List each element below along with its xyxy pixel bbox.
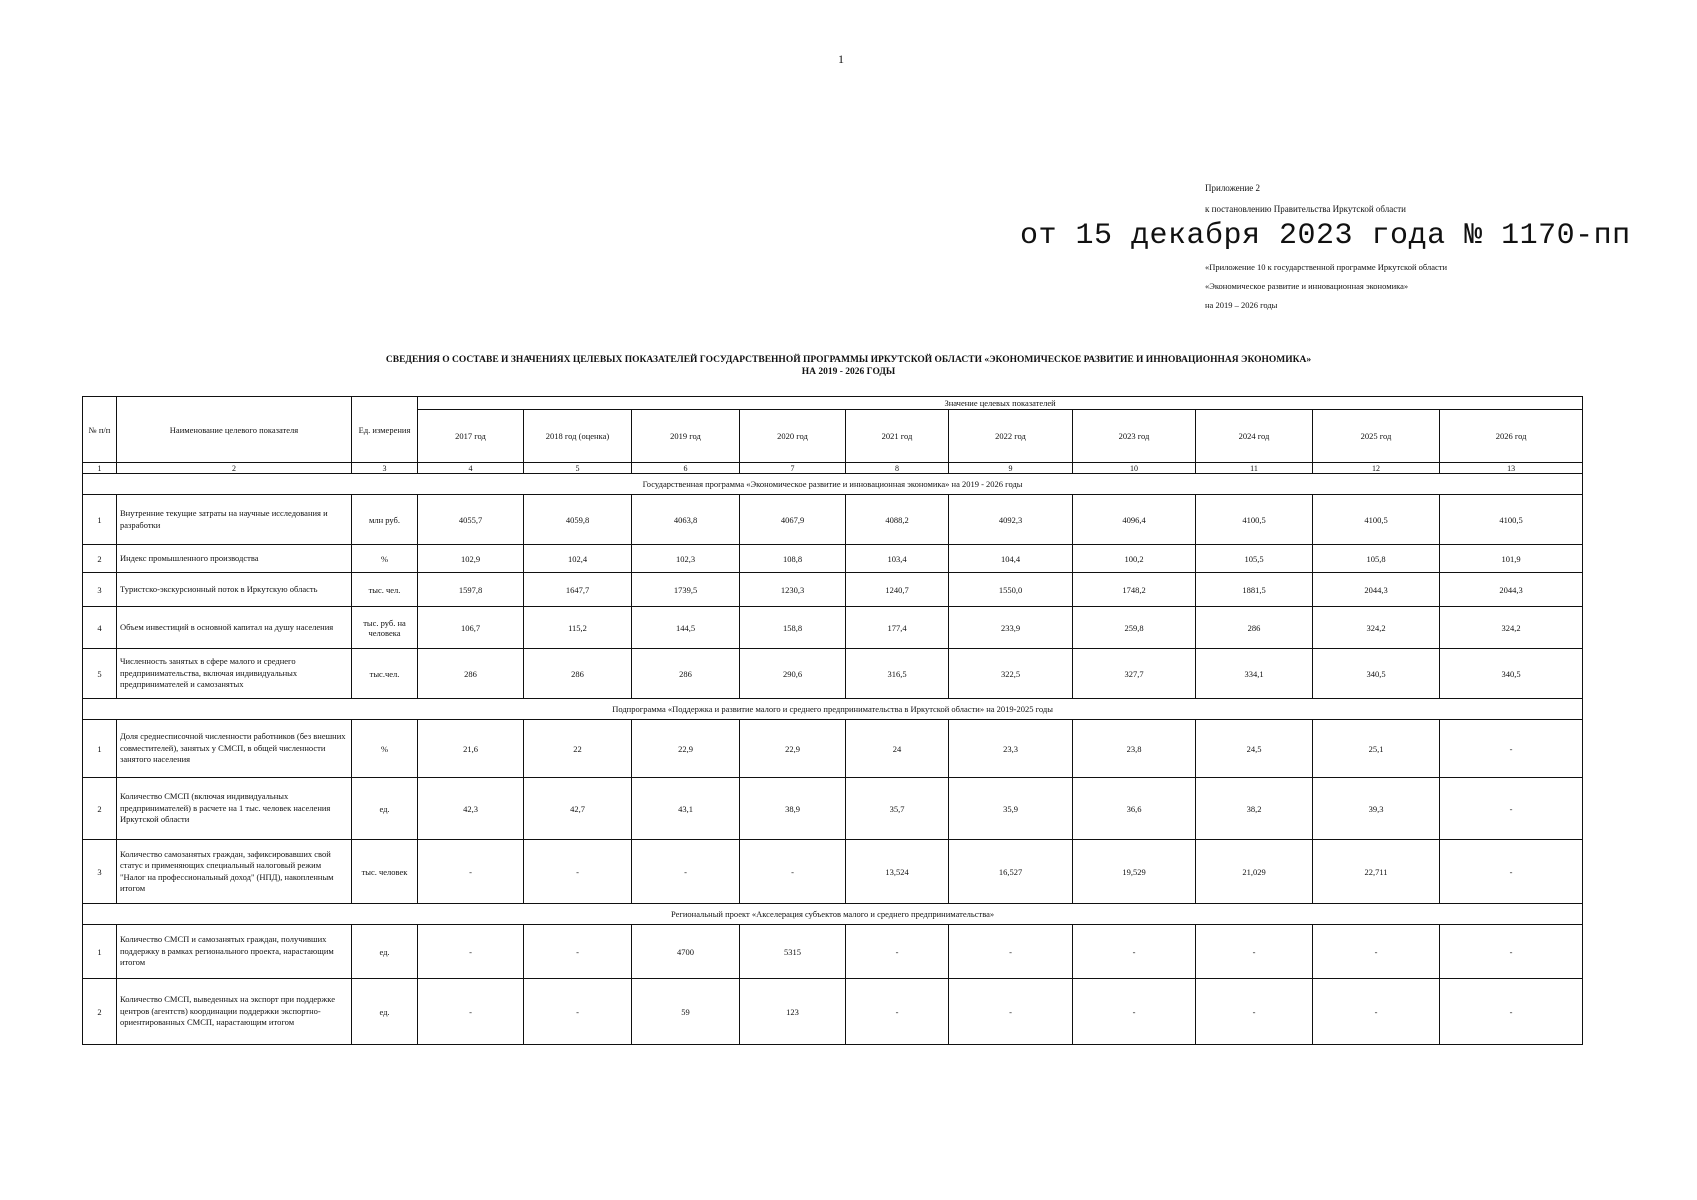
annex-reference xyxy=(1205,262,1447,319)
value-cell: 22,711 xyxy=(1313,840,1440,904)
column-number: 2 xyxy=(117,463,352,474)
value-cell: 36,6 xyxy=(1073,778,1196,840)
value-cell: 1230,3 xyxy=(740,573,846,607)
column-number: 5 xyxy=(524,463,632,474)
header-year: 2025 год xyxy=(1313,410,1440,463)
value-cell: 106,7 xyxy=(418,607,524,649)
section-title: Региональный проект «Акселерация субъектов малого и среднего предпринимательства» xyxy=(83,904,1583,925)
value-cell: 24 xyxy=(846,720,949,778)
indicator-name: Внутренние текущие затраты на научные исследования и разработки xyxy=(117,495,352,545)
column-numbers-row xyxy=(83,463,1583,474)
indicator-name: Объем инвестиций в основной капитал на душу населения xyxy=(117,607,352,649)
unit-cell: ед. xyxy=(352,979,418,1045)
value-cell: 1647,7 xyxy=(524,573,632,607)
indicator-row xyxy=(83,649,1583,699)
value-cell: 21,029 xyxy=(1196,840,1313,904)
indicator-name: Количество СМСП (включая индивидуальных предпринимателей) в расчете на 1 тыс. человек населения Иркутской области xyxy=(117,778,352,840)
value-cell: 4100,5 xyxy=(1196,495,1313,545)
appendix-label: Приложение 2 xyxy=(1205,183,1261,193)
appendix-header xyxy=(1205,183,1406,216)
value-cell: 23,3 xyxy=(949,720,1073,778)
value-cell: 35,9 xyxy=(949,778,1073,840)
column-number: 8 xyxy=(846,463,949,474)
row-number: 2 xyxy=(83,545,117,573)
value-cell: - xyxy=(1440,840,1583,904)
indicator-name: Туристско-экскурсионный поток в Иркутскую область xyxy=(117,573,352,607)
value-cell: 4100,5 xyxy=(1313,495,1440,545)
header-year: 2026 год xyxy=(1440,410,1583,463)
indicator-name: Численность занятых в сфере малого и среднего предпринимательства, включая индивидуальных предпринимателей и самозанятых xyxy=(117,649,352,699)
value-cell: 102,4 xyxy=(524,545,632,573)
header-year: 2019 год xyxy=(632,410,740,463)
value-cell: 39,3 xyxy=(1313,778,1440,840)
value-cell: - xyxy=(632,840,740,904)
indicator-name: Количество СМСП и самозанятых граждан, получивших поддержку в рамках регионального проекта, нарастающим итогом xyxy=(117,925,352,979)
value-cell: 4055,7 xyxy=(418,495,524,545)
value-cell: 286 xyxy=(418,649,524,699)
value-cell: 42,7 xyxy=(524,778,632,840)
value-cell: 38,9 xyxy=(740,778,846,840)
indicator-row xyxy=(83,607,1583,649)
indicator-name: Индекс промышленного производства xyxy=(117,545,352,573)
header-year: 2020 год xyxy=(740,410,846,463)
value-cell: 102,3 xyxy=(632,545,740,573)
value-cell: 4088,2 xyxy=(846,495,949,545)
to-resolution-label: к постановлению Правительства Иркутской области xyxy=(1205,204,1406,215)
row-number: 1 xyxy=(83,925,117,979)
value-cell: 21,6 xyxy=(418,720,524,778)
section-row xyxy=(83,904,1583,925)
value-cell: - xyxy=(1196,979,1313,1045)
value-cell: - xyxy=(524,840,632,904)
value-cell: 4092,3 xyxy=(949,495,1073,545)
header-year: 2021 год xyxy=(846,410,949,463)
value-cell: 286 xyxy=(632,649,740,699)
header-year: 2018 год (оценка) xyxy=(524,410,632,463)
row-number: 3 xyxy=(83,840,117,904)
value-cell: 22,9 xyxy=(632,720,740,778)
value-cell: 22 xyxy=(524,720,632,778)
value-cell: - xyxy=(846,925,949,979)
column-number: 6 xyxy=(632,463,740,474)
value-cell: 286 xyxy=(1196,607,1313,649)
value-cell: 1597,8 xyxy=(418,573,524,607)
value-cell: 24,5 xyxy=(1196,720,1313,778)
annex-ref-line-3: на 2019 – 2026 годы xyxy=(1205,300,1278,311)
value-cell: 22,9 xyxy=(740,720,846,778)
section-title: Государственная программа «Экономическое развитие и инновационная экономика» на 2019 - 2026 годы xyxy=(83,474,1583,495)
value-cell: - xyxy=(1073,979,1196,1045)
value-cell: 4096,4 xyxy=(1073,495,1196,545)
value-cell: 101,9 xyxy=(1440,545,1583,573)
column-number: 3 xyxy=(352,463,418,474)
value-cell: 4063,8 xyxy=(632,495,740,545)
row-number: 4 xyxy=(83,607,117,649)
indicator-row xyxy=(83,545,1583,573)
header-year: 2024 год xyxy=(1196,410,1313,463)
document-title xyxy=(0,355,1697,379)
header-values-group: Значение целевых показателей xyxy=(418,397,1583,410)
value-cell: 59 xyxy=(632,979,740,1045)
value-cell: 43,1 xyxy=(632,778,740,840)
annex-ref-line-2: «Экономическое развитие и инновационная экономика» xyxy=(1205,281,1409,292)
header-year: 2017 год xyxy=(418,410,524,463)
value-cell: 115,2 xyxy=(524,607,632,649)
value-cell: - xyxy=(418,979,524,1045)
value-cell: - xyxy=(418,840,524,904)
row-number: 2 xyxy=(83,979,117,1045)
value-cell: - xyxy=(1196,925,1313,979)
value-cell: 42,3 xyxy=(418,778,524,840)
value-cell: 259,8 xyxy=(1073,607,1196,649)
indicators-table xyxy=(82,396,1583,1045)
value-cell: 1739,5 xyxy=(632,573,740,607)
value-cell: - xyxy=(1073,925,1196,979)
column-number: 11 xyxy=(1196,463,1313,474)
value-cell: - xyxy=(949,979,1073,1045)
indicator-row xyxy=(83,840,1583,904)
value-cell: - xyxy=(846,979,949,1045)
value-cell: 177,4 xyxy=(846,607,949,649)
row-number: 1 xyxy=(83,495,117,545)
value-cell: 4700 xyxy=(632,925,740,979)
value-cell: 316,5 xyxy=(846,649,949,699)
value-cell: 35,7 xyxy=(846,778,949,840)
value-cell: 158,8 xyxy=(740,607,846,649)
column-number: 4 xyxy=(418,463,524,474)
value-cell: 340,5 xyxy=(1313,649,1440,699)
unit-cell: тыс. чел. xyxy=(352,573,418,607)
title-line-2: НА 2019 - 2026 ГОДЫ xyxy=(801,366,896,377)
row-number: 3 xyxy=(83,573,117,607)
indicator-row xyxy=(83,979,1583,1045)
row-number: 1 xyxy=(83,720,117,778)
column-number: 10 xyxy=(1073,463,1196,474)
header-year: 2023 год xyxy=(1073,410,1196,463)
value-cell: 100,2 xyxy=(1073,545,1196,573)
value-cell: 13,524 xyxy=(846,840,949,904)
value-cell: 327,7 xyxy=(1073,649,1196,699)
value-cell: 324,2 xyxy=(1313,607,1440,649)
value-cell: 123 xyxy=(740,979,846,1045)
value-cell: 324,2 xyxy=(1440,607,1583,649)
value-cell: 38,2 xyxy=(1196,778,1313,840)
value-cell: 1550,0 xyxy=(949,573,1073,607)
value-cell: - xyxy=(418,925,524,979)
value-cell: - xyxy=(524,979,632,1045)
unit-cell: тыс.чел. xyxy=(352,649,418,699)
value-cell: - xyxy=(1313,925,1440,979)
value-cell: 4067,9 xyxy=(740,495,846,545)
value-cell: - xyxy=(1313,979,1440,1045)
value-cell: 144,5 xyxy=(632,607,740,649)
page-number: 1 xyxy=(838,52,844,66)
column-number: 9 xyxy=(949,463,1073,474)
value-cell: 103,4 xyxy=(846,545,949,573)
section-row xyxy=(83,699,1583,720)
resolution-stamp: от 15 декабря 2023 года № 1170-пп xyxy=(1020,219,1631,253)
indicator-row xyxy=(83,720,1583,778)
value-cell: 105,5 xyxy=(1196,545,1313,573)
header-num: № п/п xyxy=(83,397,117,463)
unit-cell: млн руб. xyxy=(352,495,418,545)
header-unit: Ед. измерения xyxy=(352,397,418,463)
indicator-name: Количество самозанятых граждан, зафиксировавших свой статус и применяющих специальный налоговый режим "Налог на профессиональный доход" (НПД), накопленным итогом xyxy=(117,840,352,904)
column-number: 7 xyxy=(740,463,846,474)
indicator-row xyxy=(83,778,1583,840)
value-cell: 19,529 xyxy=(1073,840,1196,904)
value-cell: - xyxy=(524,925,632,979)
value-cell: - xyxy=(740,840,846,904)
value-cell: 25,1 xyxy=(1313,720,1440,778)
value-cell: 108,8 xyxy=(740,545,846,573)
value-cell: 4100,5 xyxy=(1440,495,1583,545)
header-indicator-name: Наименование целевого показателя xyxy=(117,397,352,463)
value-cell: - xyxy=(1440,925,1583,979)
indicator-name: Доля среднесписочной численности работников (без внешних совместителей), занятых у СМСП, в общей численности занятого населения xyxy=(117,720,352,778)
value-cell: 1748,2 xyxy=(1073,573,1196,607)
indicator-row xyxy=(83,925,1583,979)
value-cell: 23,8 xyxy=(1073,720,1196,778)
unit-cell: % xyxy=(352,545,418,573)
value-cell: 334,1 xyxy=(1196,649,1313,699)
title-line-1: СВЕДЕНИЯ О СОСТАВЕ И ЗНАЧЕНИЯХ ЦЕЛЕВЫХ ПОКАЗАТЕЛЕЙ ГОСУДАРСТВЕННОЙ ПРОГРАММЫ ИРКУТСКОЙ ОБЛАСТИ «ЭКОНОМИЧЕСКОЕ РАЗВИТИЕ И ИННОВАЦИОННАЯ ЭКОНОМИКА» xyxy=(385,355,1312,365)
value-cell: 290,6 xyxy=(740,649,846,699)
indicators-table-wrapper xyxy=(82,396,1582,1045)
value-cell: 233,9 xyxy=(949,607,1073,649)
value-cell: 5315 xyxy=(740,925,846,979)
value-cell: - xyxy=(949,925,1073,979)
value-cell: 104,4 xyxy=(949,545,1073,573)
indicator-name: Количество СМСП, выведенных на экспорт при поддержке центров (агентств) координации поддержки экспортно-ориентированных СМСП, нарастающим итогом xyxy=(117,979,352,1045)
unit-cell: тыс. человек xyxy=(352,840,418,904)
column-number: 13 xyxy=(1440,463,1583,474)
indicator-row xyxy=(83,573,1583,607)
value-cell: 340,5 xyxy=(1440,649,1583,699)
value-cell: - xyxy=(1440,778,1583,840)
column-number: 12 xyxy=(1313,463,1440,474)
section-row xyxy=(83,474,1583,495)
row-number: 2 xyxy=(83,778,117,840)
annex-ref-line-1: «Приложение 10 к государственной программе Иркутской области xyxy=(1205,262,1448,272)
table-body xyxy=(83,463,1583,1045)
value-cell: 286 xyxy=(524,649,632,699)
value-cell: 105,8 xyxy=(1313,545,1440,573)
value-cell: 2044,3 xyxy=(1440,573,1583,607)
unit-cell: ед. xyxy=(352,778,418,840)
indicator-row xyxy=(83,495,1583,545)
section-title: Подпрограмма «Поддержка и развитие малого и среднего предпринимательства в Иркутской области» на 2019-2025 годы xyxy=(83,699,1583,720)
value-cell: - xyxy=(1440,979,1583,1045)
row-number: 5 xyxy=(83,649,117,699)
value-cell: - xyxy=(1440,720,1583,778)
value-cell: 322,5 xyxy=(949,649,1073,699)
value-cell: 2044,3 xyxy=(1313,573,1440,607)
header-year: 2022 год xyxy=(949,410,1073,463)
value-cell: 102,9 xyxy=(418,545,524,573)
column-number: 1 xyxy=(83,463,117,474)
unit-cell: % xyxy=(352,720,418,778)
value-cell: 4059,8 xyxy=(524,495,632,545)
unit-cell: тыс. руб. на человека xyxy=(352,607,418,649)
unit-cell: ед. xyxy=(352,925,418,979)
value-cell: 1881,5 xyxy=(1196,573,1313,607)
value-cell: 16,527 xyxy=(949,840,1073,904)
value-cell: 1240,7 xyxy=(846,573,949,607)
